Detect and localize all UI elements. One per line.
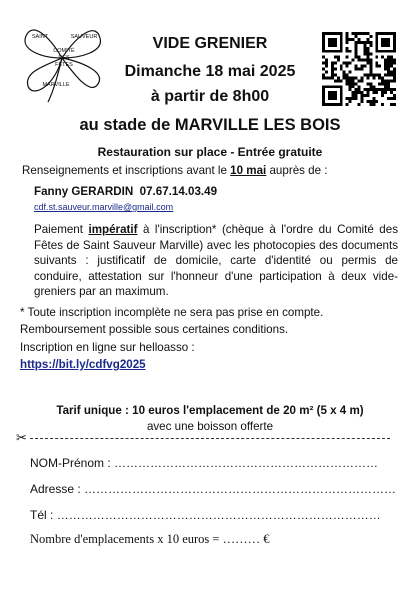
phone-field[interactable] xyxy=(30,508,381,522)
intro-text: Renseignements et inscriptions avant le xyxy=(22,164,231,177)
event-time: à partir de 8h00 xyxy=(150,88,270,105)
name-field[interactable] xyxy=(30,456,379,470)
note-incomplete: * Toute inscription incomplète ne sera pas prise en compte. xyxy=(20,306,324,319)
event-subtitle: Restauration sur place - Entrée gratuite xyxy=(97,145,323,159)
event-title: VIDE GRENIER xyxy=(152,35,268,52)
event-date: Dimanche 18 mai 2025 xyxy=(124,63,296,80)
payment-paragraph xyxy=(34,222,398,300)
contact-phone: 07.67.14.03.49 xyxy=(139,185,218,198)
cut-line xyxy=(30,438,390,439)
note-refund: Remboursement possible sous certaines conditions. xyxy=(20,323,289,336)
registration-intro xyxy=(22,163,402,179)
logo-text: MARVILLE xyxy=(42,82,70,88)
online-label: Inscription en ligne sur helloasso : xyxy=(20,341,195,354)
para-text-end: à l'inscription* (chèque à l'ordre du Comité des Fêtes de Saint Sauveur Marville) avec les photocopies des documents suivants : justificatif de domicile, carte d'identité ou permis de conduire, attestation sur l'honneur d'une participation à deux vide-greniers par an maximum. xyxy=(34,223,398,298)
address-label: Adresse : xyxy=(30,482,81,496)
name-label: NOM-Prénom : xyxy=(30,456,111,470)
tarif-line1: Tarif unique : 10 euros l'emplacement de 20 m² (5 x 4 m) xyxy=(56,404,364,417)
qr-code[interactable] xyxy=(322,32,396,106)
phone-label: Tél : xyxy=(30,508,54,522)
logo-text: SAINT xyxy=(31,34,49,40)
tarif-line2: avec une boisson offerte xyxy=(146,420,274,433)
contact-line xyxy=(34,184,217,200)
address-field[interactable] xyxy=(30,482,397,496)
logo-text: SAUVEUR xyxy=(70,34,98,40)
intro-text-end: auprès de : xyxy=(266,164,328,177)
contact-name: Fanny GERARDIN xyxy=(34,185,134,198)
name-dots: ………………………………………………………… xyxy=(114,456,379,470)
logo-text: COMITÉ xyxy=(53,48,75,54)
para-text: Paiement xyxy=(34,223,89,236)
event-venue: au stade de MARVILLE LES BOIS xyxy=(79,116,341,134)
logo-text: DES xyxy=(58,55,70,61)
para-keyword: impératif xyxy=(88,223,138,236)
contact-email[interactable]: cdf.st.sauveur.marville@gmail.com xyxy=(34,202,174,212)
scissors-icon: ✂ xyxy=(16,430,27,445)
online-link[interactable]: https://bit.ly/cdfvg2025 xyxy=(20,358,146,371)
count-field[interactable]: Nombre d'emplacements x 10 euros = ……… € xyxy=(30,532,270,546)
deadline-date: 10 mai xyxy=(230,164,267,177)
phone-dots: ……………………………………………………………………… xyxy=(56,508,381,522)
clover-logo xyxy=(18,14,106,104)
address-dots: …………………………………………………………………… xyxy=(84,482,397,496)
logo-text: FÊTES xyxy=(55,62,73,68)
